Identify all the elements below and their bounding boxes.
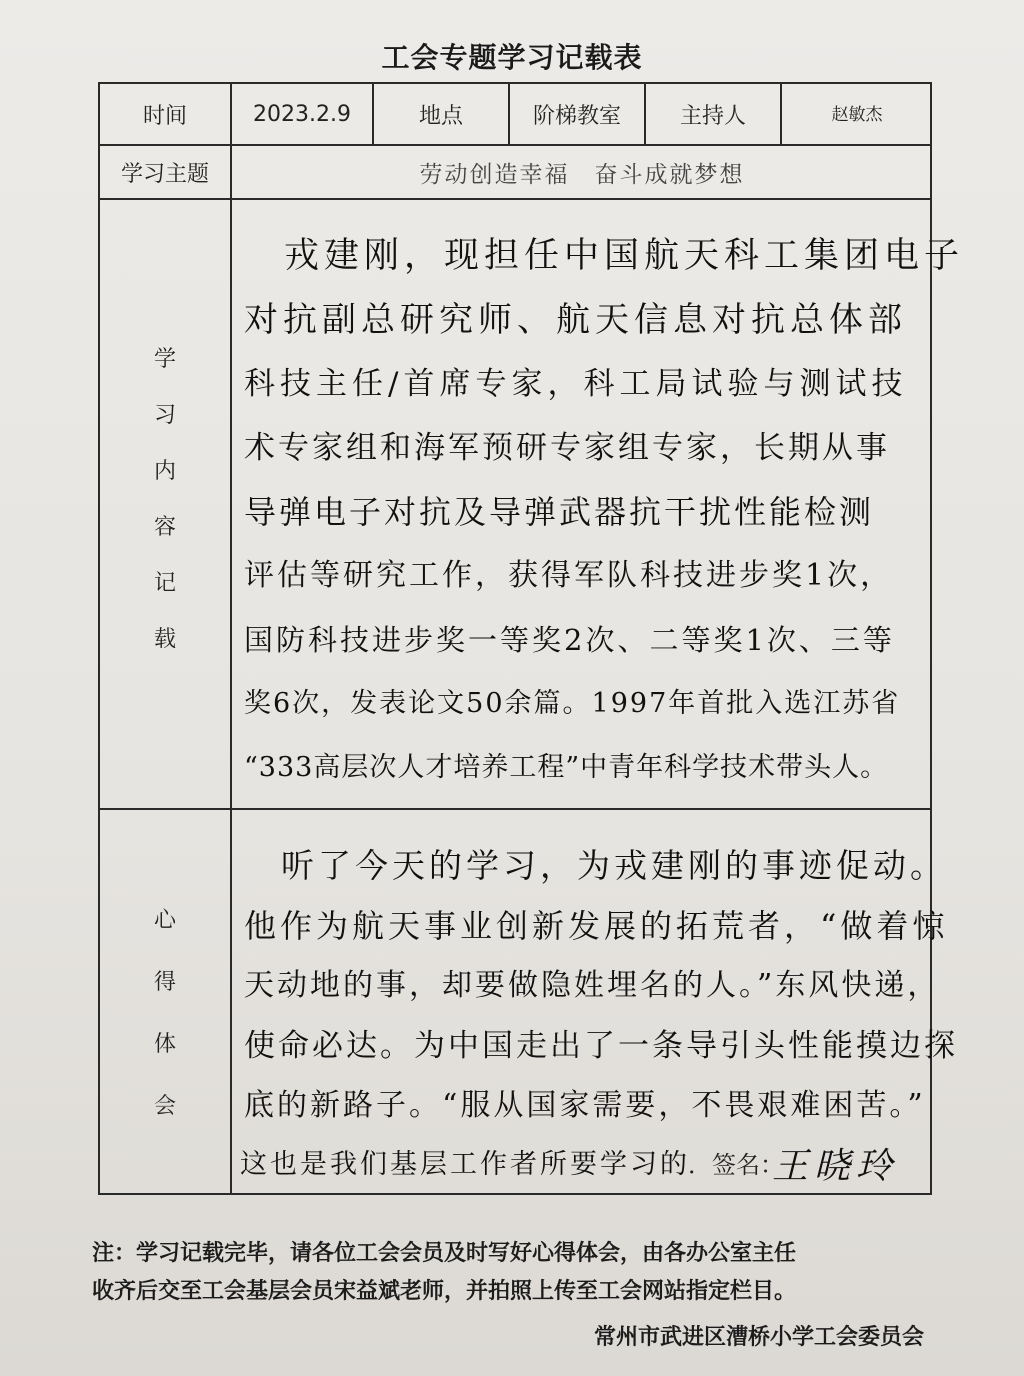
organization-name: 常州市武进区漕桥小学工会委员会 [593,1325,924,1350]
experience-line: 天动地的事，却要做隐姓埋名的人。”东风快递， [244,968,941,1003]
theme-label: 学习主题 [120,161,209,187]
host-label: 主持人 [679,103,746,129]
experience-line: 底的新路子。“服从国家需要，不畏艰难困苦。” [244,1088,926,1123]
experience-last-line: 这也是我们基层工作者所要学习的 [240,1149,690,1180]
signature-label: ．签名： [688,1151,784,1179]
row-divider [98,198,932,200]
content-line: 戎建刚，现担任中国航天科工集团电子 [244,236,965,276]
time-value: 2023.2.9 [253,101,351,127]
content-line: 术专家组和海军预研专家组专家，长期从事 [244,430,890,466]
place-label: 地点 [418,103,463,129]
column-divider [230,82,232,1195]
content-line: 国防科技进步奖一等奖2次、二等奖1次、三等 [244,623,895,657]
signature-name: 王晓玲 [772,1146,899,1187]
experience-text [244,836,958,1136]
content-line: “333高层次人才培养工程”中青年科学技术带头人。 [244,752,889,783]
experience-line: 听了今天的学习，为戎建刚的事迹促动。 [244,846,947,885]
content-line: 导弹电子对抗及导弹武器抗干扰性能检测 [244,493,875,531]
content-label-char: 习 [153,403,176,428]
content-text [244,224,964,800]
content-label-char: 记 [153,571,176,596]
experience-label-char: 心 [153,908,176,933]
host-value: 赵敏杰 [831,104,883,125]
content-line: 科技主任/首席专家，科工局试验与测试技 [244,366,908,402]
content-label-char: 学 [153,347,176,372]
content-line: 对抗副总研究师、航天信息对抗总体部 [244,300,907,340]
content-label [100,332,230,668]
experience-label-char: 会 [153,1094,176,1119]
place-value: 阶梯教室 [532,103,621,129]
experience-label-char: 得 [153,970,176,995]
content-line: 奖6次，发表论文50余篇。1997年首批入选江苏省 [244,688,901,719]
content-label-char: 内 [153,459,176,484]
footnote [92,1235,942,1311]
time-label: 时间 [142,103,187,129]
theme-value: 劳动创造幸福 奋斗成就梦想 [419,161,745,188]
content-line: 评估等研究工作，获得军队科技进步奖1次， [244,558,894,593]
experience-line: 使命必达。为中国走出了一条导引头性能摸边探 [244,1028,958,1064]
footnote-line: 收齐后交至工会基层会员宋益斌老师，并拍照上传至工会网站指定栏目。 [92,1279,797,1304]
content-label-char: 载 [153,627,176,652]
experience-label [100,890,230,1138]
content-label-char: 容 [153,515,176,540]
row-divider [98,808,932,810]
experience-label-char: 体 [153,1032,176,1057]
form-title: 工会专题学习记载表 [381,41,643,74]
experience-line: 他作为航天事业创新发展的拓荒者，“做着惊 [244,907,949,945]
footnote-line: 注：学习记载完毕，请各位工会会员及时写好心得体会，由各办公室主任 [92,1241,797,1266]
